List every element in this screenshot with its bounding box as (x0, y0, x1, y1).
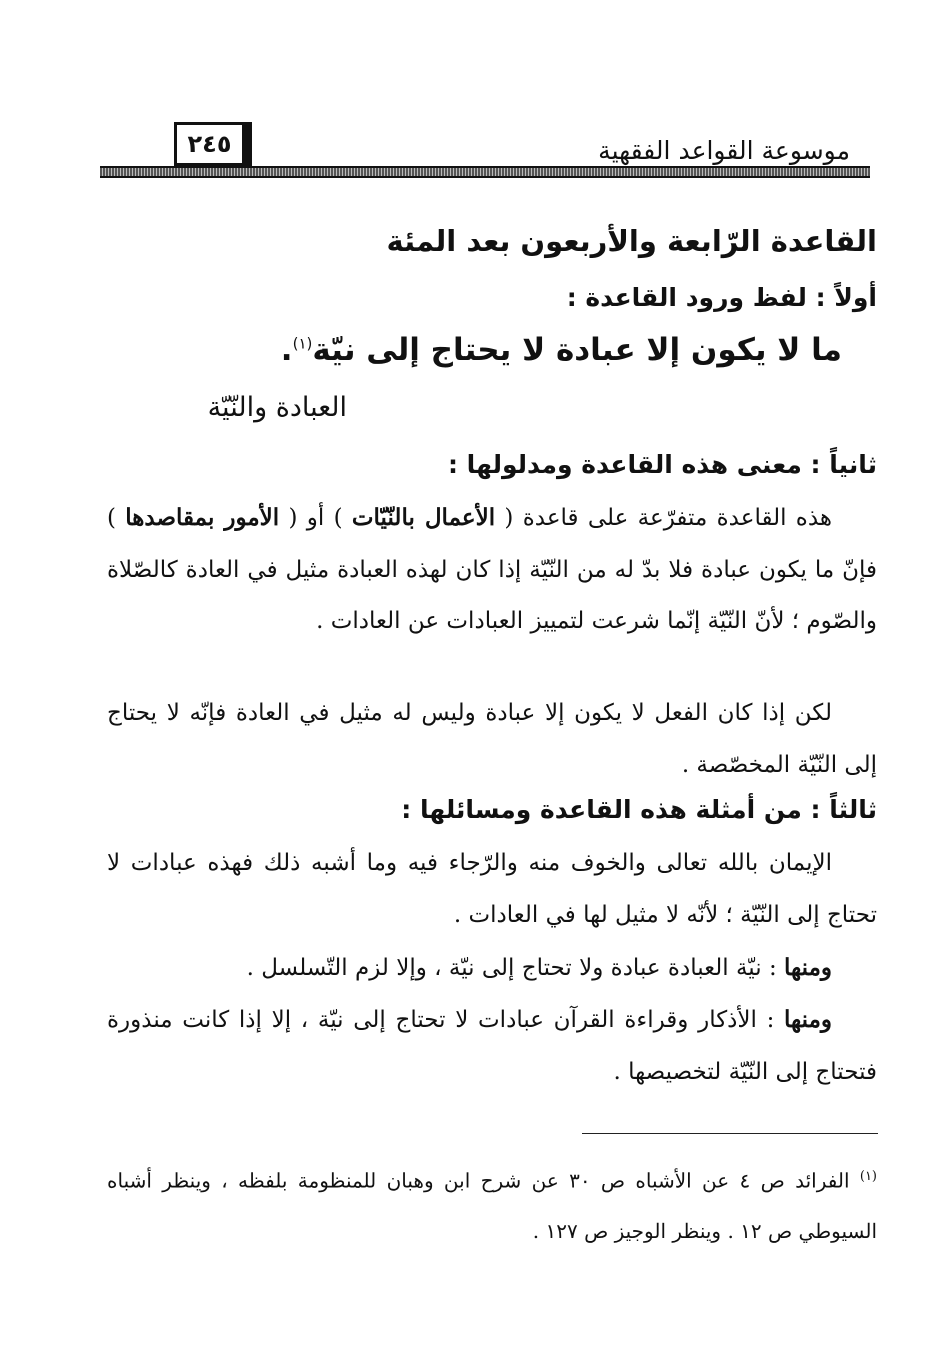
paragraph-example-3 (107, 994, 877, 1098)
footnote-reference: (١) (292, 334, 313, 353)
example-text: : نيّة العبادة عبادة ولا تحتاج إلى نيّة ، وإلا لزم التّسلسل . (246, 955, 777, 981)
paragraph-example-2 (107, 942, 877, 995)
rule-title: القاعدة الرّابعة والأربعون بعد المئة (386, 224, 877, 258)
para-text: ) فإنّ ما يكون عبادة فلا بدّ له من النّيّة إذا كان لهذه العبادة مثيل في العادة كالصّلاة والصّوم ؛ لأنّ النّيّة إنّما شرعت لتمييز العبادات عن العادات . (107, 505, 877, 634)
footnote-text: الفرائد ص ٤ عن الأشباه ص ٣٠ عن شرح ابن وهبان للمنظومة بلفظه ، وينظر أشباه السيوطي ص ١٢ . وينظر الوجيز ص ١٢٧ . (107, 1168, 877, 1243)
rule-statement-end: . (280, 332, 293, 368)
book-title: موسوعة القواعد الفقهية (598, 136, 850, 165)
example-label: ومنها (784, 954, 832, 981)
paragraph-example-1: الإيمان بالله تعالى والخوف منه والرّجاء فيه وما أشبه ذلك فهذه عبادات لا تحتاج إلى النّيّة ؛ لأنّه لا مثيل لها في العادات . (107, 850, 877, 928)
section-heading-1: أولاً : لفظ ورود القاعدة : (566, 283, 877, 312)
header-divider (100, 166, 870, 178)
paragraph-exception: لكن إذا كان الفعل لا يكون إلا عبادة وليس له مثيل في العادة فإنّه لا يحتاج إلى النّيّة المخصّصة . (107, 700, 877, 778)
example-label: ومنها (784, 1006, 832, 1033)
footnote (107, 1152, 877, 1256)
page-number: ٢٤٥ (174, 122, 252, 166)
rule-statement-text: ما لا يكون إلا عبادة لا يحتاج إلى نيّة (312, 332, 842, 368)
para-bold-term: الأعمال بالنّيّات (351, 504, 496, 531)
section-heading-2: ثانياً : معنى هذه القاعدة ومدلولها : (447, 450, 877, 479)
para-bold-term: الأمور بمقاصدها (125, 504, 280, 531)
section-heading-3: ثالثاً : من أمثلة هذه القاعدة ومسائلها : (401, 795, 877, 824)
rule-statement (281, 332, 842, 368)
example-text: : الأذكار وقراءة القرآن عبادات لا تحتاج إلى نيّة ، إلا إذا كانت منذورة فتحتاج إلى النّيّة لتخصيصها . (107, 1007, 877, 1085)
keywords: العبادة والنّيّة (207, 392, 347, 423)
page-header (100, 118, 870, 180)
footnote-number: (١) (859, 1169, 877, 1184)
paragraph-meaning (107, 492, 877, 648)
para-text: ) أو ( (288, 505, 343, 531)
para-text: هذه القاعدة متفرّعة على قاعدة ( (504, 505, 833, 531)
footnote-divider (582, 1133, 878, 1134)
